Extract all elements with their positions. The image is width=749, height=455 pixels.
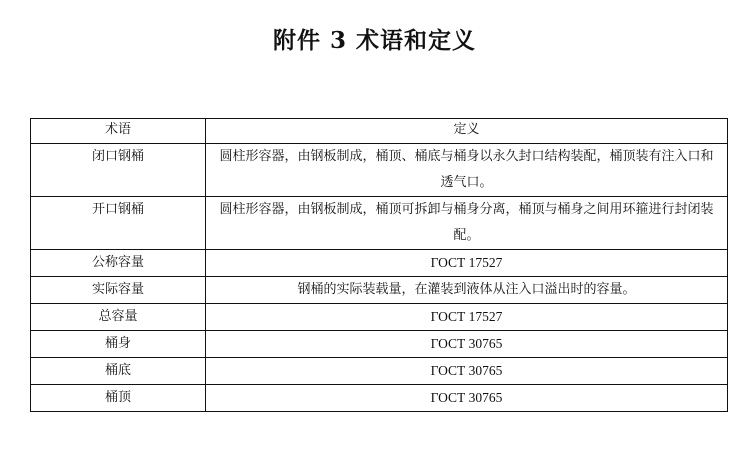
definition-cell: 钢桶的实际装载量，在灌装到液体从注入口溢出时的容量。: [206, 277, 728, 304]
definition-cell: ГОСТ 30765: [206, 358, 728, 385]
definition-cell: ГОСТ 17527: [206, 250, 728, 277]
definition-cell: 圆柱形容器，由钢板制成，桶顶可拆卸与桶身分离，桶顶与桶身之间用环箍进行封闭装配。: [206, 197, 728, 250]
definition-cell: ГОСТ 30765: [206, 331, 728, 358]
term-cell: 桶底: [31, 358, 206, 385]
table-row: [31, 144, 728, 197]
definition-cell: ГОСТ 17527: [206, 304, 728, 331]
table-row: [31, 197, 728, 250]
definition-cell: ГОСТ 30765: [206, 385, 728, 412]
term-cell: 闭口钢桶: [31, 144, 206, 197]
term-cell: 开口钢桶: [31, 197, 206, 250]
header-definition: 定义: [206, 119, 728, 144]
term-cell: 桶身: [31, 331, 206, 358]
document-title: 附件 3 术语和定义: [272, 27, 477, 54]
table-row: [31, 358, 728, 385]
table-row: [31, 250, 728, 277]
term-cell: 公称容量: [31, 250, 206, 277]
terms-definitions-table: [30, 118, 728, 412]
table-row: [31, 304, 728, 331]
definition-cell: 圆柱形容器，由钢板制成，桶顶、桶底与桶身以永久封口结构装配，桶顶装有注入口和透气口。: [206, 144, 728, 197]
table-row: [31, 385, 728, 412]
term-cell: 总容量: [31, 304, 206, 331]
table-row: [31, 277, 728, 304]
header-term: 术语: [31, 119, 206, 144]
term-cell: 桶顶: [31, 385, 206, 412]
table-header-row: [31, 119, 728, 144]
table-row: [31, 331, 728, 358]
term-cell: 实际容量: [31, 277, 206, 304]
